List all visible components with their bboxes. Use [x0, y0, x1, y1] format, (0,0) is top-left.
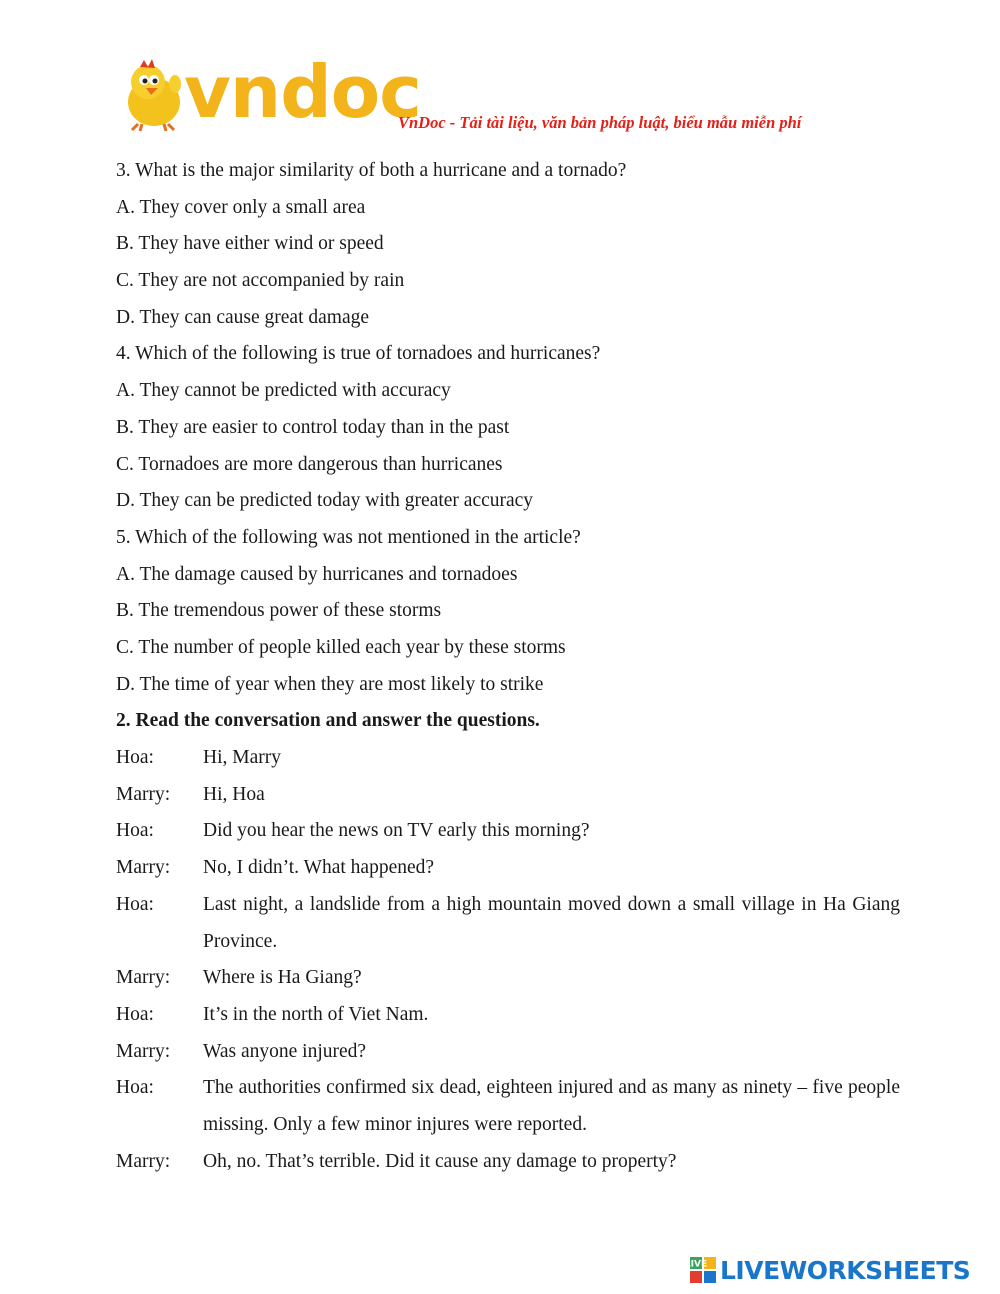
speaker-label: Hoa: — [116, 820, 154, 842]
icon-letter-l: LIVE — [684, 1259, 708, 1270]
header-tagline: VnDoc - Tải tài liệu, văn bản pháp luật, biểu mẫu miễn phí — [398, 113, 802, 132]
speech-text: Did you hear the news on TV early this morning? — [203, 820, 590, 842]
q5-option-a: A. The damage caused by hurricanes and tornadoes — [116, 563, 518, 585]
dialogue-line — [116, 997, 900, 1034]
dialogue-line — [116, 777, 900, 814]
speech-text: Was anyone injured? — [203, 1040, 367, 1062]
chicken-mascot-icon — [118, 58, 188, 132]
q3-option-a: A. They cover only a small area — [116, 196, 366, 218]
speech-text: Oh, no. That’s terrible. Did it cause any damage to property? — [203, 1150, 677, 1172]
speech-text: Where is Ha Giang? — [203, 967, 362, 989]
speaker-label: Marry: — [116, 967, 171, 989]
worksheet-content — [116, 153, 900, 1180]
q3-option-b: B. They have either wind or speed — [116, 233, 384, 255]
question-block — [116, 336, 900, 519]
dialogue-line — [116, 1144, 900, 1181]
liveworksheets-brand — [684, 1253, 971, 1287]
speech-text: The authorities confirmed six dead, eighteen injured and as many as ninety – five people missing. Only a few minor injures were reported. — [203, 1077, 900, 1136]
vndoc-logo: vndoc — [184, 50, 421, 134]
dialogue-line — [116, 850, 900, 887]
dialogue-line — [116, 960, 900, 997]
q3-option-d: D. They can cause great damage — [116, 306, 370, 328]
q3-option-c: C. They are not accompanied by rain — [116, 270, 405, 292]
speaker-label: Hoa: — [116, 1077, 154, 1099]
speech-text: Hi, Hoa — [203, 783, 265, 805]
q5-option-b: B. The tremendous power of these storms — [116, 600, 442, 622]
liveworksheets-logo-icon — [684, 1257, 716, 1283]
page-header — [118, 50, 878, 138]
speaker-label: Hoa: — [116, 747, 154, 768]
speech-text: Last night, a landslide from a high mountain moved down a small village in Ha Giang Province. — [203, 893, 900, 952]
q4-option-c: C. Tornadoes are more dangerous than hurricanes — [116, 453, 503, 475]
speaker-label: Marry: — [116, 1040, 171, 1062]
q4-option-a: A. They cannot be predicted with accuracy — [116, 380, 451, 402]
speech-text: It’s in the north of Viet Nam. — [203, 1003, 429, 1025]
conversation — [116, 740, 900, 1180]
speaker-label: Marry: — [116, 857, 171, 879]
speech-text: Hi, Marry — [203, 747, 281, 768]
q4-option-b: B. They are easier to control today than in the past — [116, 416, 510, 438]
liveworksheets-wordmark: LIVEWORKSHEETS — [720, 1255, 971, 1285]
q4-option-d: D. They can be predicted today with greater accuracy — [116, 490, 534, 512]
q5-option-d: D. The time of year when they are most likely to strike — [116, 673, 544, 695]
dialogue-line — [116, 813, 900, 850]
dialogue-line — [116, 887, 900, 960]
question-3: 3. What is the major similarity of both a hurricane and a tornado? — [116, 160, 627, 181]
question-4: 4. Which of the following is true of tornadoes and hurricanes? — [116, 343, 601, 365]
speaker-label: Marry: — [116, 1150, 171, 1172]
section-heading: 2. Read the conversation and answer the questions. — [116, 710, 540, 732]
dialogue-line — [116, 1034, 900, 1071]
q5-option-c: C. The number of people killed each year by these storms — [116, 636, 566, 658]
dialogue-line — [116, 1070, 900, 1143]
question-block — [116, 153, 900, 336]
speech-text: No, I didn’t. What happened? — [203, 857, 435, 879]
question-5: 5. Which of the following was not mentioned in the article? — [116, 526, 581, 548]
speaker-label: Marry: — [116, 783, 171, 805]
speaker-label: Hoa: — [116, 893, 154, 915]
speaker-label: Hoa: — [116, 1003, 154, 1025]
question-block — [116, 520, 900, 703]
dialogue-line — [116, 740, 900, 777]
